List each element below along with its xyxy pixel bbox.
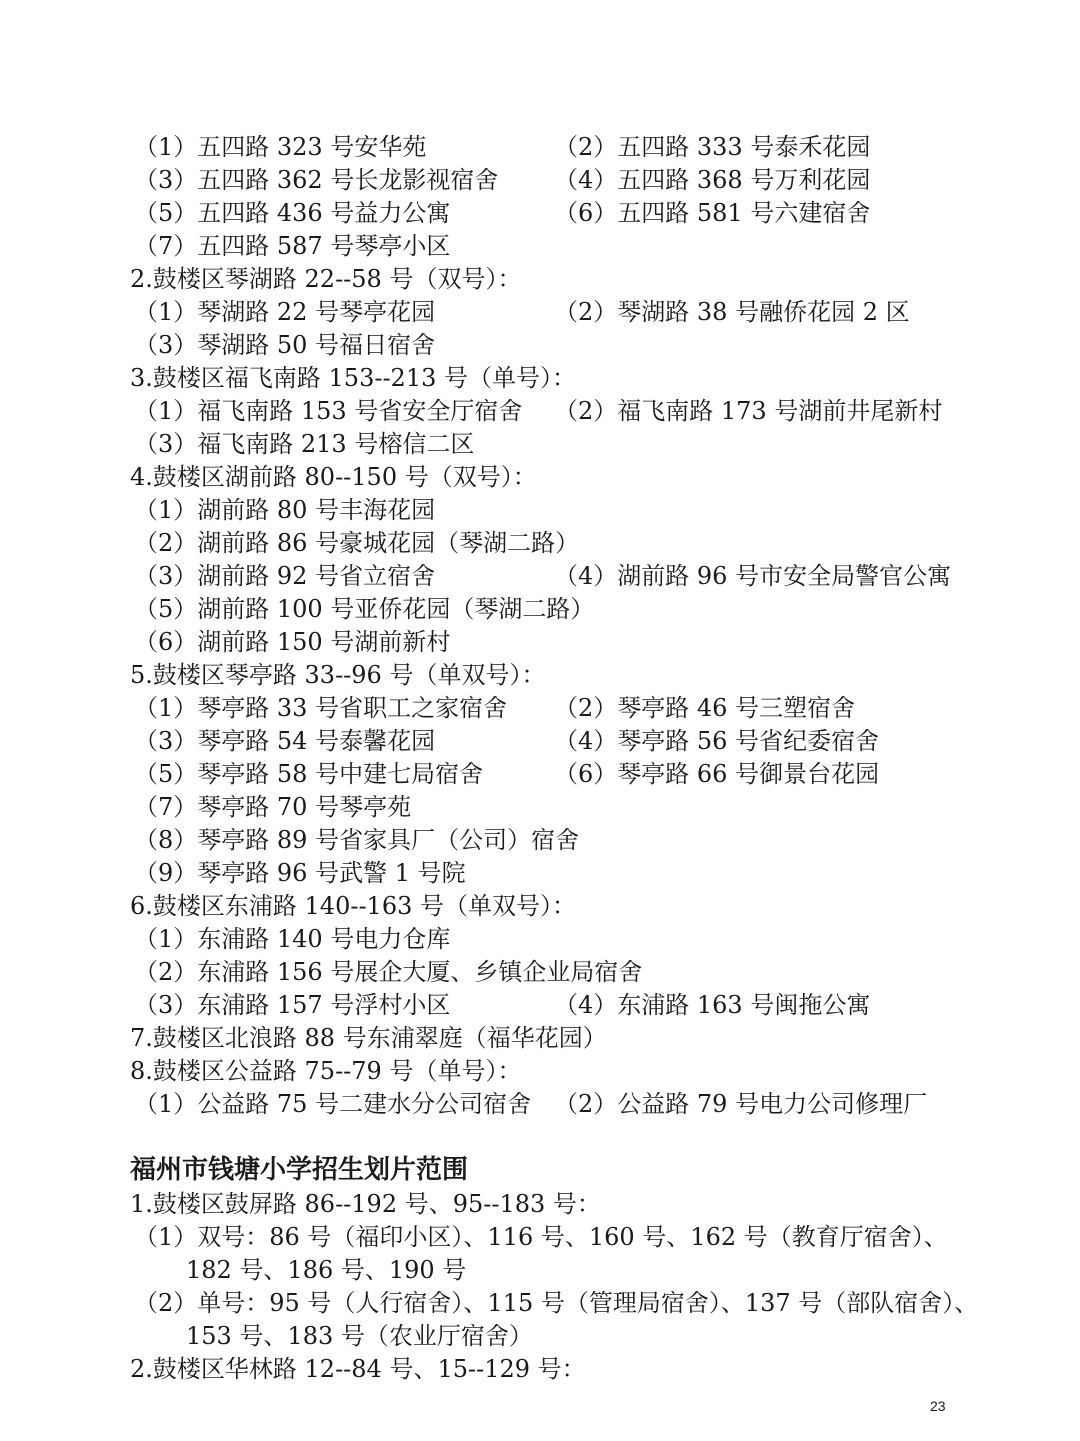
text-line [0, 329, 1080, 362]
entry: （2）东浦路 156 号展企大厦、乡镇企业局宿舍 [134, 958, 643, 986]
text-line [0, 824, 1080, 857]
entry: （1）公益路 75 号二建水分公司宿舍 [134, 1090, 532, 1118]
text-line [0, 1188, 1080, 1221]
entry: （1）福飞南路 153 号省安全厅宿舍 [134, 397, 523, 425]
entry: （2）单号：95 号（人行宿舍）、115 号（管理局宿舍）、137 号（部队宿舍）、 [134, 1289, 979, 1317]
text-line [0, 791, 1080, 824]
entry: （5）琴亭路 58 号中建七局宿舍 [134, 760, 484, 788]
entry: （5）五四路 436 号益力公寓 [134, 199, 451, 227]
text-line [0, 758, 1080, 791]
text-line [0, 692, 1080, 725]
text-line [0, 1353, 1080, 1386]
text-line [0, 428, 1080, 461]
heading: 2.鼓楼区琴湖路 22--58 号（双号）： [130, 265, 522, 293]
heading: 2.鼓楼区华林路 12--84 号、15--129 号： [130, 1355, 586, 1383]
text-line [0, 1320, 1080, 1353]
text-line [0, 626, 1080, 659]
text-line [0, 725, 1080, 758]
entry: （3）东浦路 157 号浮村小区 [134, 991, 451, 1019]
text-line [0, 1254, 1080, 1287]
entry: （4）五四路 368 号万利花园 [554, 166, 871, 194]
entry: （1）湖前路 80 号丰海花园 [134, 496, 436, 524]
text-line [0, 1221, 1080, 1254]
text-line [0, 263, 1080, 296]
entry: （7）琴亭路 70 号琴亭苑 [134, 793, 412, 821]
heading: 4.鼓楼区湖前路 80--150 号（双号）： [130, 463, 537, 491]
page-number: 23 [930, 1398, 946, 1414]
text-line [0, 131, 1080, 164]
entry: （6）琴亭路 66 号御景台花园 [554, 760, 880, 788]
entry: （1）双号：86 号（福印小区）、116 号、160 号、162 号（教育厅宿舍）、 [134, 1223, 948, 1251]
entry: （4）琴亭路 56 号省纪委宿舍 [554, 727, 880, 755]
entry: （2）公益路 79 号电力公司修理厂 [554, 1090, 928, 1118]
text-line [0, 230, 1080, 263]
entry: （2）湖前路 86 号豪城花园（琴湖二路） [134, 529, 580, 557]
entry: （2）琴湖路 38 号融侨花园 2 区 [554, 298, 910, 326]
text-line [0, 1022, 1080, 1055]
text-line [0, 593, 1080, 626]
text-line [0, 956, 1080, 989]
entry: （1）五四路 323 号安华苑 [134, 133, 427, 161]
text-line [0, 560, 1080, 593]
text-line [0, 494, 1080, 527]
entry: （7）五四路 587 号琴亭小区 [134, 232, 451, 260]
text-line [0, 461, 1080, 494]
entry: （2）琴亭路 46 号三塑宿舍 [554, 694, 856, 722]
entry: （1）琴亭路 33 号省职工之家宿舍 [134, 694, 508, 722]
text-line [0, 1055, 1080, 1088]
text-line [0, 857, 1080, 890]
entry: （3）五四路 362 号长龙影视宿舍 [134, 166, 499, 194]
text-line [0, 164, 1080, 197]
heading: 5.鼓楼区琴亭路 33--96 号（单双号）： [130, 661, 546, 689]
entry: （6）五四路 581 号六建宿舍 [554, 199, 871, 227]
entry: （2）五四路 333 号泰禾花园 [554, 133, 871, 161]
entry: （2）福飞南路 173 号湖前井尾新村 [554, 397, 943, 425]
text-line [0, 989, 1080, 1022]
entry: （6）湖前路 150 号湖前新村 [134, 628, 451, 656]
heading: 1.鼓楼区鼓屏路 86--192 号、95--183 号： [130, 1190, 601, 1218]
text-line [0, 197, 1080, 230]
text-line [0, 362, 1080, 395]
text-line [0, 890, 1080, 923]
entry: （1）东浦路 140 号电力仓库 [134, 925, 451, 953]
entry: （8）琴亭路 89 号省家具厂（公司）宿舍 [134, 826, 580, 854]
entry: （9）琴亭路 96 号武警 1 号院 [134, 859, 466, 887]
text-line [0, 527, 1080, 560]
continuation: 153 号、183 号（农业厅宿舍） [186, 1322, 533, 1350]
heading: 3.鼓楼区福飞南路 153--213 号（单号）： [130, 364, 576, 392]
text-line [0, 296, 1080, 329]
text-line [0, 923, 1080, 956]
entry: （3）湖前路 92 号省立宿舍 [134, 562, 436, 590]
heading: 8.鼓楼区公益路 75--79 号（单号）： [130, 1057, 522, 1085]
entry: （4）湖前路 96 号市安全局警官公寓 [554, 562, 952, 590]
heading: 7.鼓楼区北浪路 88 号东浦翠庭（福华花园） [130, 1024, 607, 1052]
heading: 6.鼓楼区东浦路 140--163 号（单双号）： [130, 892, 576, 920]
entry: （1）琴湖路 22 号琴亭花园 [134, 298, 436, 326]
entry: （3）琴亭路 54 号泰馨花园 [134, 727, 436, 755]
text-line [0, 1287, 1080, 1320]
section-title: 福州市钱塘小学招生划片范围 [130, 1155, 469, 1185]
entry: （4）东浦路 163 号闽拖公寓 [554, 991, 871, 1019]
text-line [0, 395, 1080, 428]
entry: （5）湖前路 100 号亚侨花园（琴湖二路） [134, 595, 595, 623]
text-line [0, 659, 1080, 692]
text-line [0, 1088, 1080, 1121]
entry: （3）福飞南路 213 号榕信二区 [134, 430, 475, 458]
entry: （3）琴湖路 50 号福日宿舍 [134, 331, 436, 359]
continuation: 182 号、186 号、190 号 [186, 1256, 467, 1284]
